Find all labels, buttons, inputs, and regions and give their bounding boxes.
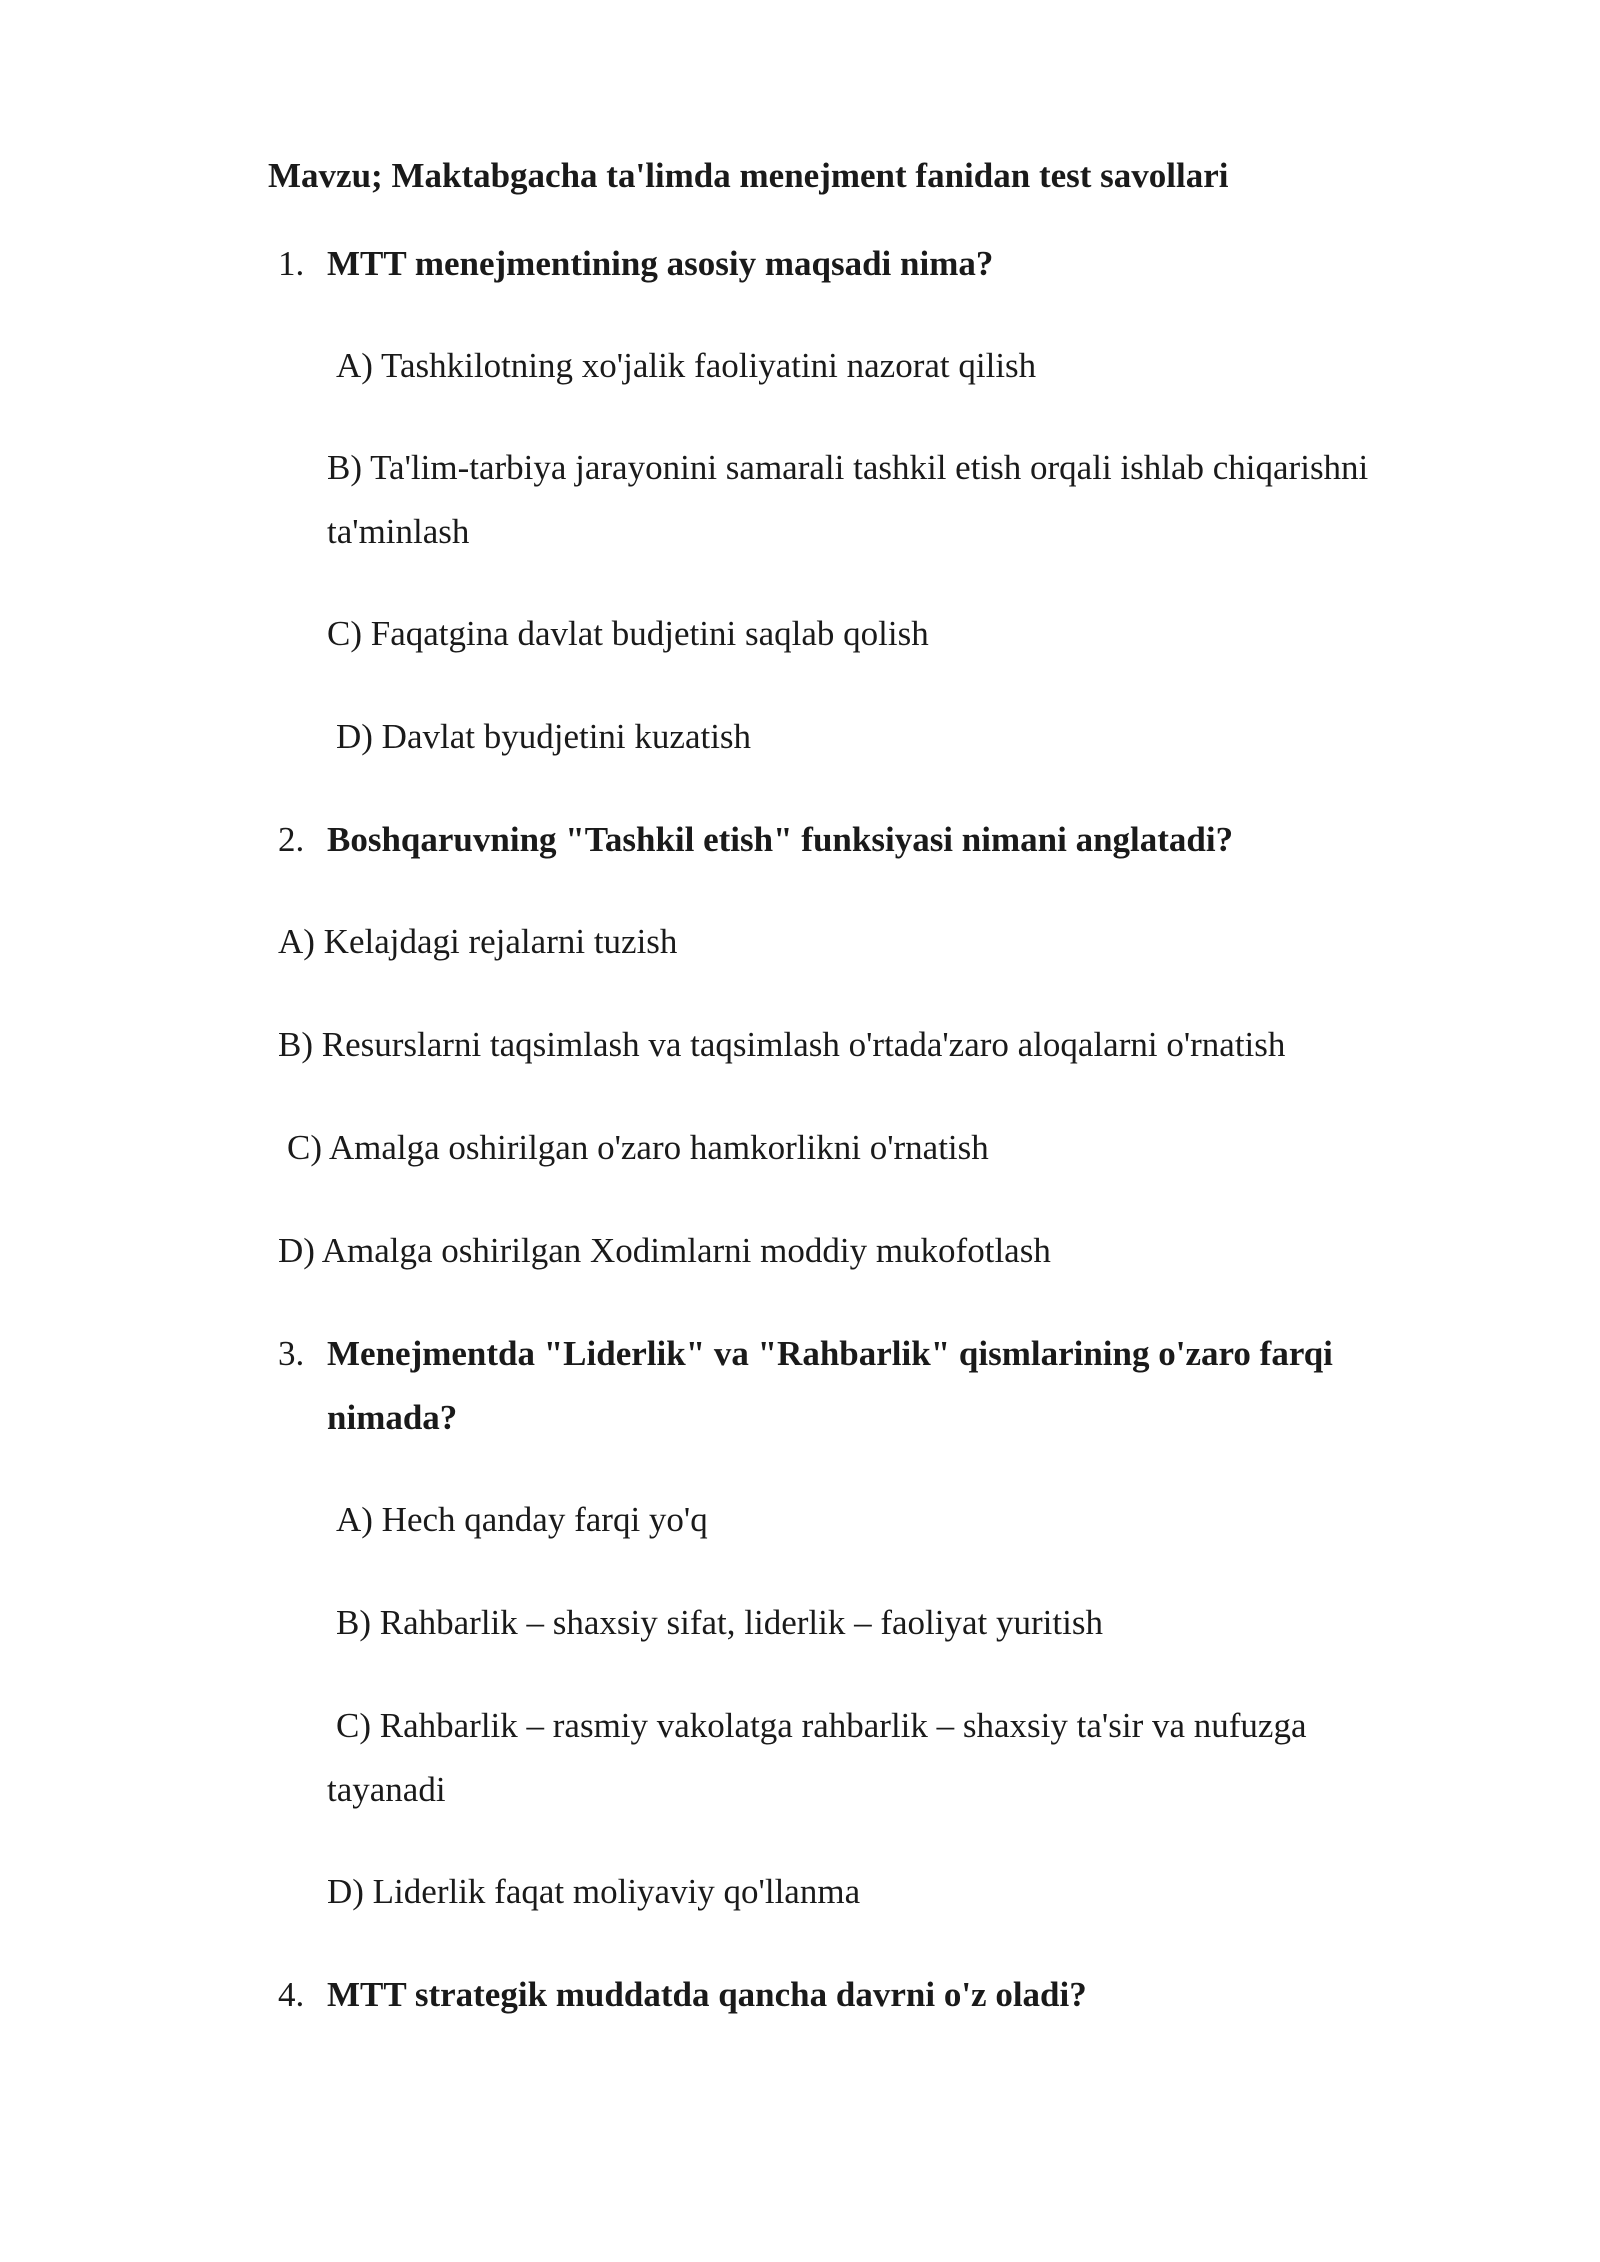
answer-option-a: A) Kelajdagi rejalarni tuzish (278, 922, 678, 961)
answer-option-c: C) Faqatgina davlat budjetini saqlab qolish (327, 614, 929, 653)
answer-option-c-continuation: tayanadi (327, 1770, 446, 1809)
question-number: 4. (278, 1975, 305, 2014)
answer-option-b: B) Rahbarlik – shaxsiy sifat, liderlik – faoliyat yuritish (336, 1603, 1103, 1642)
answer-option-c: C) Amalga oshirilgan o'zaro hamkorlikni o'rnatish (287, 1128, 989, 1167)
question-text: MTT strategik muddatda qancha davrni o'z oladi? (327, 1975, 1087, 2014)
answer-option-d: D) Liderlik faqat moliyaviy qo'llanma (327, 1872, 861, 1911)
answer-option-a: A) Hech qanday farqi yo'q (336, 1500, 708, 1539)
answer-option-c: C) Rahbarlik – rasmiy vakolatga rahbarlik – shaxsiy ta'sir va nufuzga (336, 1706, 1307, 1745)
answer-option-d: D) Amalga oshirilgan Xodimlarni moddiy mukofotlash (278, 1231, 1051, 1270)
question-number: 3. (278, 1334, 305, 1373)
question-text: MTT menejmentining asosiy maqsadi nima? (327, 244, 994, 283)
question-text-continuation: nimada? (327, 1398, 458, 1437)
answer-option-d: D) Davlat byudjetini kuzatish (336, 717, 752, 756)
answer-option-b-continuation: ta'minlash (327, 512, 470, 551)
question-text: Menejmentda "Liderlik" va "Rahbarlik" qismlarining o'zaro farqi (327, 1334, 1333, 1373)
question-text: Boshqaruvning "Tashkil etish" funksiyasi nimani anglatadi? (327, 820, 1234, 859)
question-number: 1. (278, 244, 305, 283)
answer-option-b: B) Resurslarni taqsimlash va taqsimlash o'rtada'zaro aloqalarni o'rnatish (278, 1025, 1286, 1064)
document-title: Mavzu; Maktabgacha ta'limda menejment fanidan test savollari (268, 156, 1229, 195)
answer-option-a: A) Tashkilotning xo'jalik faoliyatini nazorat qilish (336, 346, 1037, 385)
question-number: 2. (278, 820, 305, 859)
answer-option-b: B) Ta'lim-tarbiya jarayonini samarali tashkil etish orqali ishlab chiqarishni (327, 448, 1369, 487)
